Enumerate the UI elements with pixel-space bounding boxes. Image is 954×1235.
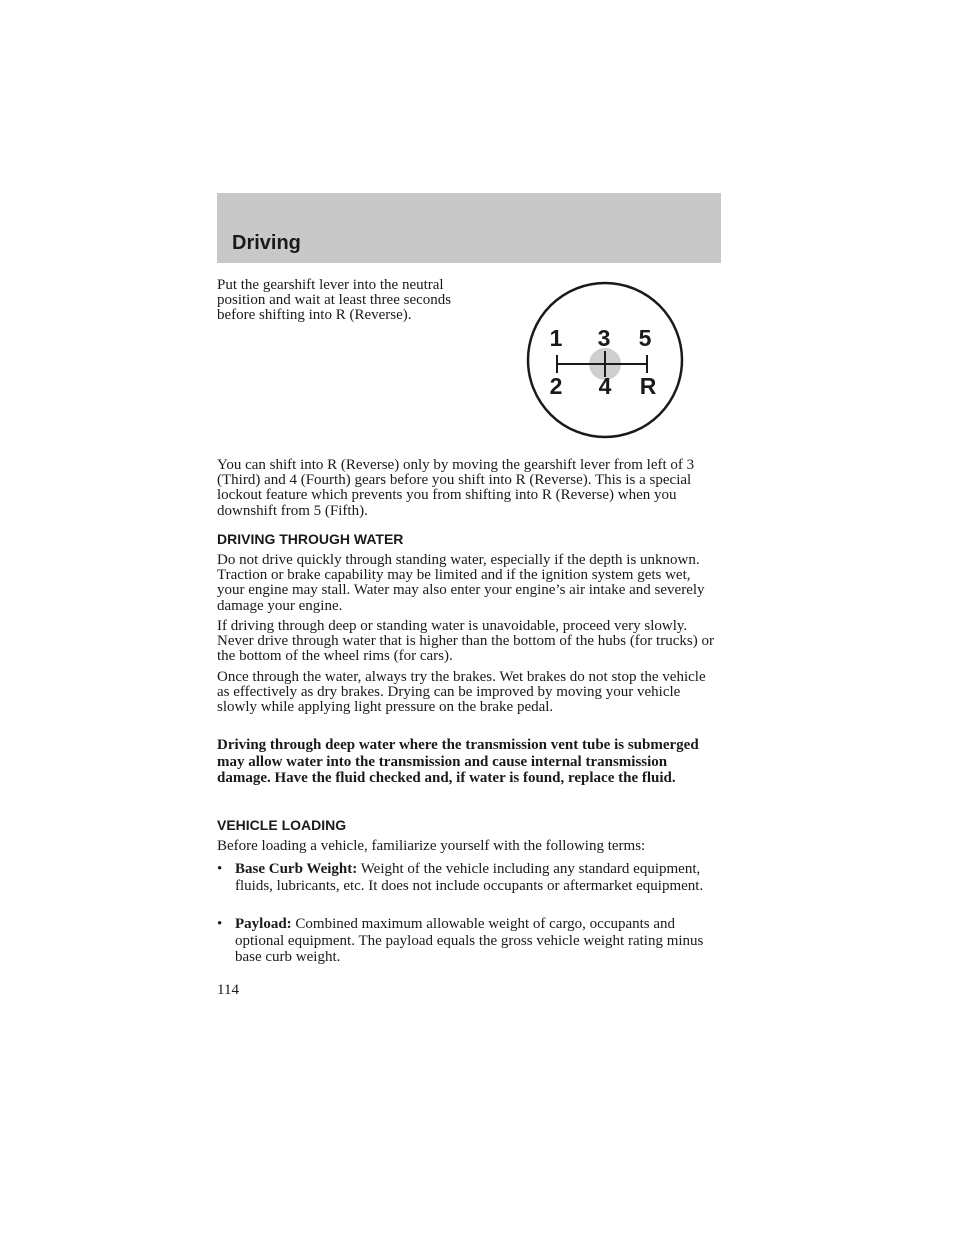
page-number: 114 bbox=[217, 982, 239, 998]
bullet-dot: • bbox=[217, 861, 223, 877]
gear-label-reverse: R bbox=[639, 373, 657, 399]
water-warning-paragraph: Driving through deep water where the transmission vent tube is submerged may allow water into the transmission and cause internal transmission damage. Have the fluid checked and, if water is found, replace the fluid. bbox=[217, 737, 699, 786]
term-payload: Payload: bbox=[235, 916, 292, 932]
gear-label-2: 2 bbox=[549, 373, 563, 399]
bullet-dot: • bbox=[217, 916, 223, 932]
definition-base-curb-weight: Weight of the vehicle including any standard equipment, fluids, lubricants, etc. It does not include occupants or aftermarket equipment. bbox=[235, 861, 704, 894]
definition-payload: Combined maximum allowable weight of cargo, occupants and optional equipment. The payload equals the gross vehicle weight rating minus base curb weight. bbox=[235, 916, 704, 965]
vehicle-loading-heading: VEHICLE LOADING bbox=[217, 817, 347, 833]
section-title: Driving bbox=[232, 232, 301, 254]
list-item-text bbox=[235, 861, 720, 894]
water-paragraph-3: Once through the water, always try the brakes. Wet brakes do not stop the vehicle as effectively as dry brakes. Drying can be improved by moving your vehicle slowly while applying light pressure on the brake pedal. bbox=[217, 669, 706, 716]
list-item-text bbox=[235, 916, 720, 966]
intro-paragraph: Put the gearshift lever into the neutral position and wait at least three seconds before shifting into R (Reverse). bbox=[217, 277, 452, 324]
gear-label-3: 3 bbox=[597, 325, 611, 351]
gear-label-4: 4 bbox=[598, 373, 612, 399]
gear-label-5: 5 bbox=[638, 325, 652, 351]
section-header-band bbox=[217, 193, 721, 263]
water-paragraph-2: If driving through deep or standing water is unavoidable, proceed very slowly. Never drive through water that is higher than the bottom of the hubs (for trucks) or the bottom of the wheel rims (for cars). bbox=[217, 618, 714, 665]
water-paragraph-1: Do not drive quickly through standing water, especially if the depth is unknown. Traction or brake capability may be limited and if the ignition system gets wet, your engine may stall. Water may also enter your engine’s air intake and severely damage your engine. bbox=[217, 552, 705, 614]
gearshift-pattern-diagram bbox=[525, 281, 685, 439]
term-base-curb-weight: Base Curb Weight: bbox=[235, 861, 358, 877]
vehicle-loading-intro: Before loading a vehicle, familiarize yourself with the following terms: bbox=[217, 838, 646, 854]
driving-through-water-heading: DRIVING THROUGH WATER bbox=[217, 531, 404, 547]
gear-label-1: 1 bbox=[549, 325, 563, 351]
reverse-lockout-paragraph: You can shift into R (Reverse) only by moving the gearshift lever from left of 3 (Third) and 4 (Fourth) gears before you shift into R (Reverse). This is a special lockout feature which prevents you from shifting into R (Reverse) when you downshift from 5 (Fifth). bbox=[217, 457, 695, 519]
